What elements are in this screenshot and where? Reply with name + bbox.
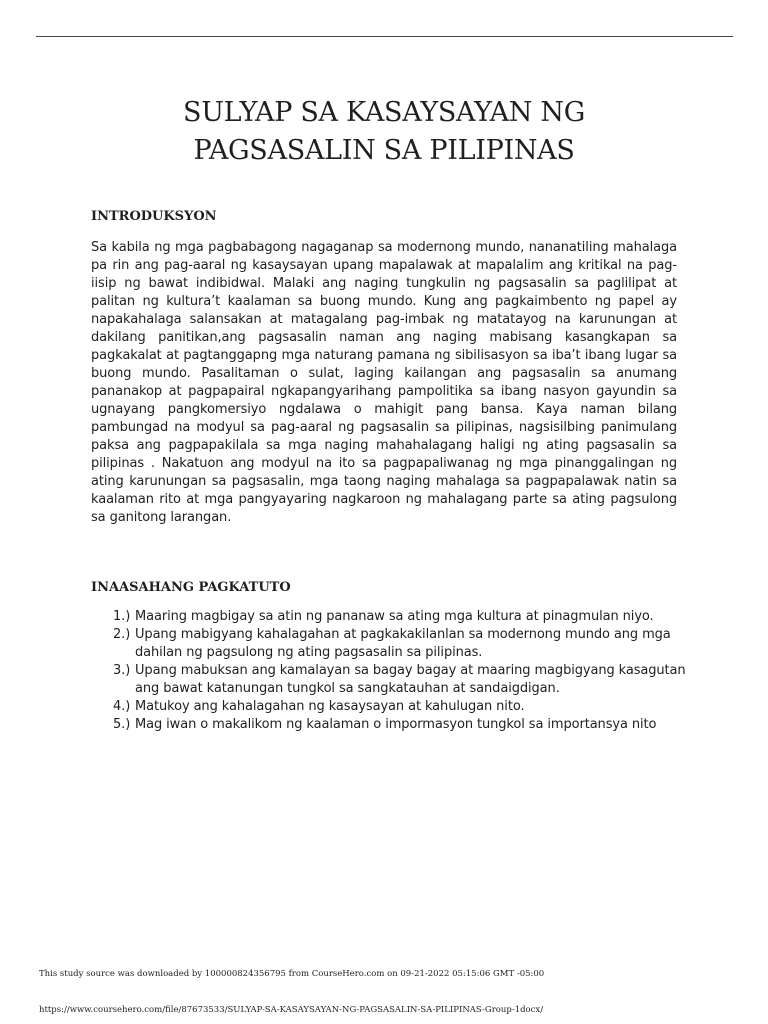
list-item: [91, 626, 686, 662]
list-item-text: Maaring magbigay sa atin ng pananaw sa ating mga kultura at pinagmulan niyo.: [135, 609, 654, 624]
learning-outcomes-list: [91, 608, 686, 734]
list-item-text: Matukoy ang kahalagahan ng kasaysayan at kahulugan nito.: [135, 699, 525, 714]
title-line-1: SULYAP SA KASAYSAYAN NG: [183, 97, 585, 128]
list-item-text: Upang mabuksan ang kamalayan sa bagay bagay at maaring magbigyang kasagutan ang bawat katanungan tungkol sa sangkatauhan at sandaigdigan.: [135, 663, 686, 696]
introduction-paragraph: Sa kabila ng mga pagbabagong nagaganap sa modernong mundo, nananatiling mahalaga pa rin ang pag-aaral ng kasaysayan upang mapalawak at mapalalim ang kritikal na pag-iisip ng bawat indibidwal. Malaki ang naging tungkulin ng pagsasalin sa paglilipat at palitan ng kultura’t kaalaman sa buong mundo. Kung ang pagkaimbento ng papel ay napakahalaga salansakan at matagalang pag-imbak ng matatayog na karunungan at dakilang panitikan,ang pagsasalin naman ang naging mabisang kasangkapan sa pagkakalat at pagtanggapng mga naturang pamana ng sibilisasyon sa iba’t ibang lugar sa buong mundo. Pasalitaman o sulat, laging kailangan ang pagsasalin sa anumang pananakop at pagpapairal ngkapangyarihang pampolitika sa ibang nasyon gayundin sa ugnayang pangkomersiyo ngdalawa o mahigit pang bansa. Kaya naman bilang pambungad na modyul sa pag-aaral ng pagsasalin sa pilipinas, nagsisilbing panimulang paksa ang pagpapakilala sa mga naging mahahalagang haligi ng ating pagsasalin sa pilipinas . Nakatuon ang modyul na ito sa pagpapaliwanag ng mga pinanggalingan ng ating karunungan sa pagsasalin, mga taong naging mahalaga sa pagpapalawak natin sa kaalaman rito at mga pangyayaring nagkaroon ng mahalagang parte sa ating pagsulong sa ganitong larangan.: [91, 240, 677, 525]
list-item-text: Mag iwan o makalikom ng kaalaman o impormasyon tungkol sa importansya nito: [135, 717, 657, 732]
list-item: [91, 716, 686, 734]
introduction-heading: INTRODUKSYON: [91, 209, 217, 224]
download-source-note: This study source was downloaded by 100000824356795 from CourseHero.com on 09-21-2022 05:15:06 GMT -05:00: [39, 969, 545, 979]
list-item-number: 2.): [113, 627, 131, 642]
list-item: [91, 698, 686, 716]
list-item-number: 4.): [113, 699, 131, 714]
learning-outcomes-heading: INAASAHANG PAGKATUTO: [91, 580, 291, 595]
list-item-number: 5.): [113, 717, 131, 732]
list-item-number: 3.): [113, 663, 131, 678]
document-title: [0, 94, 768, 170]
list-item: [91, 608, 686, 626]
top-divider: [36, 36, 733, 37]
source-url[interactable]: https://www.coursehero.com/file/87673533/SULYAP-SA-KASAYSAYAN-NG-PAGSASALIN-SA-PILIPINAS-Group-1docx/: [39, 1005, 544, 1015]
title-line-2: PAGSASALIN SA PILIPINAS: [193, 135, 575, 166]
list-item-text: Upang mabigyang kahalagahan at pagkakakilanlan sa modernong mundo ang mga dahilan ng pagsulong ng ating pagsasalin sa pilipinas.: [135, 627, 671, 660]
list-item-number: 1.): [113, 609, 131, 624]
list-item: [91, 662, 686, 698]
